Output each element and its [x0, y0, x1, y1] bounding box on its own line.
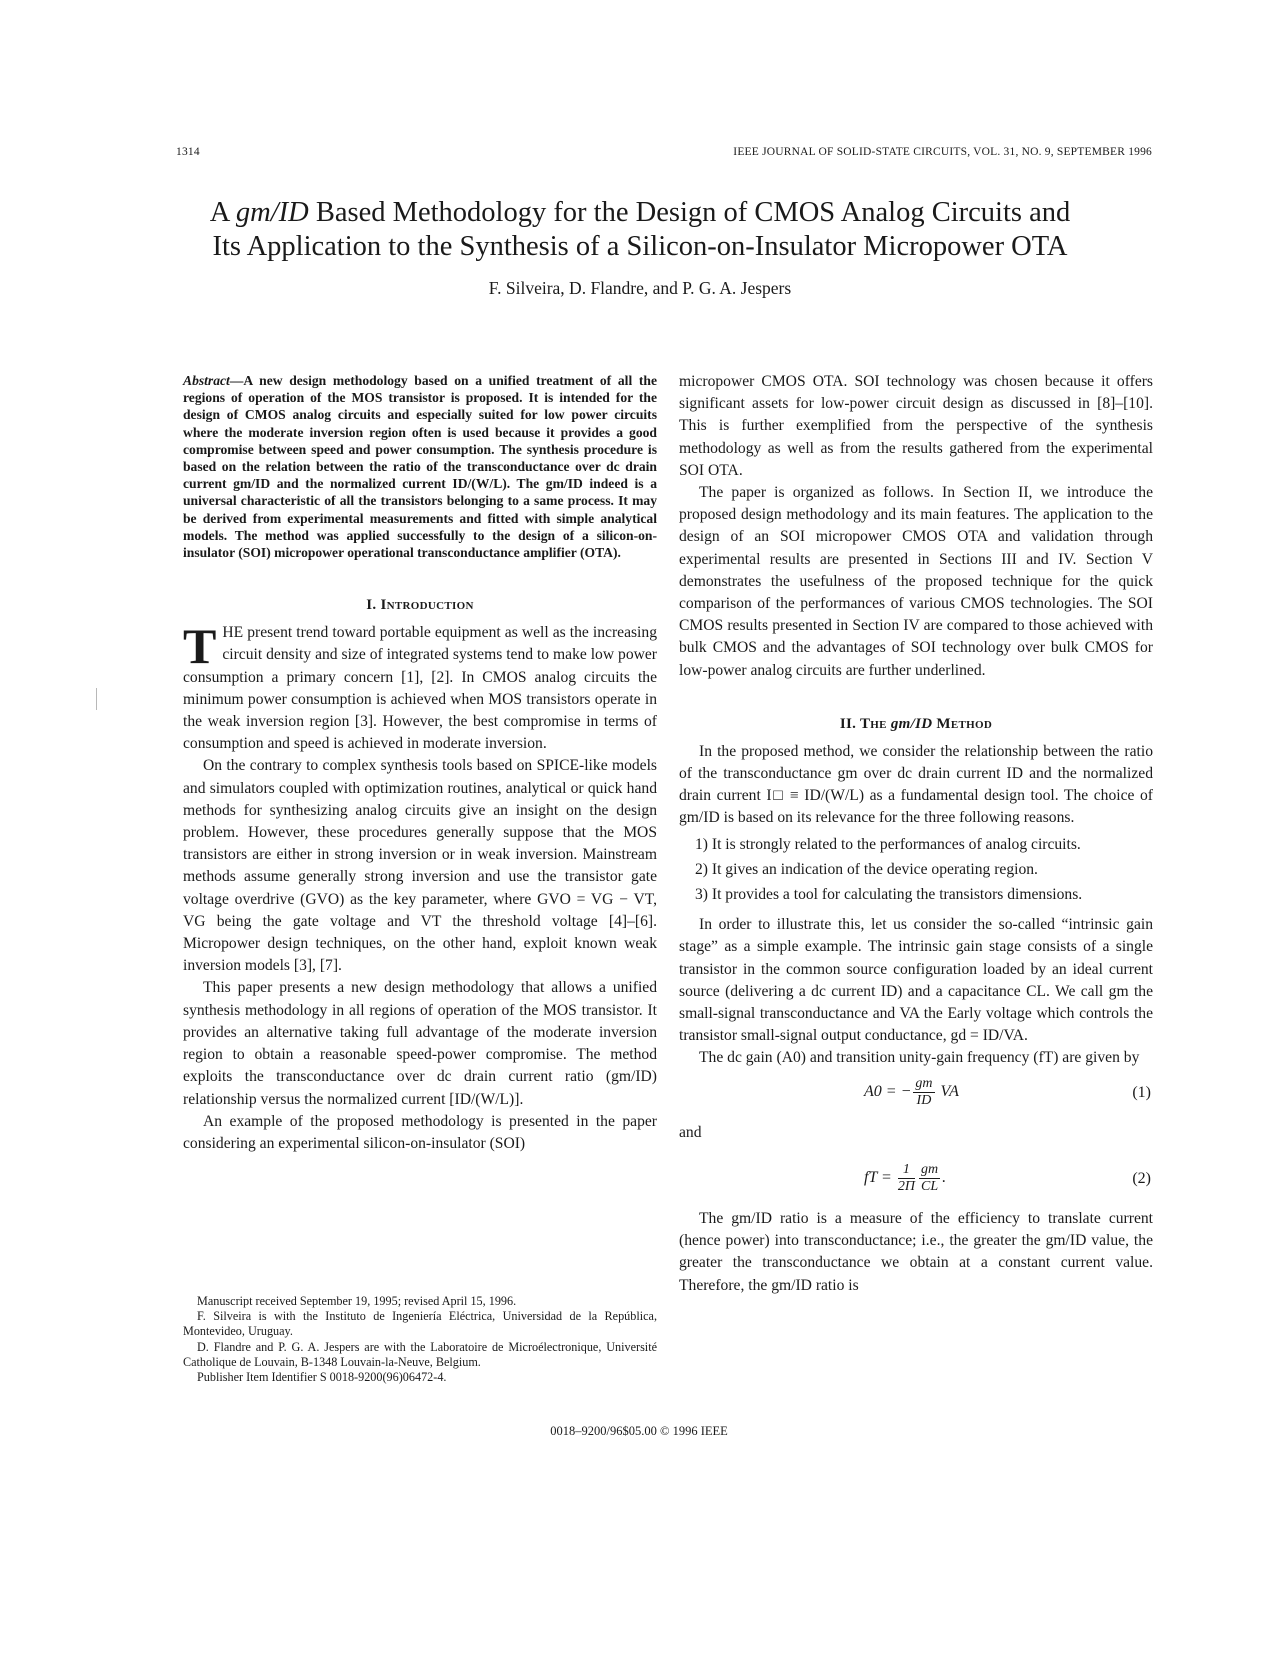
fraction: $\frac{gm}{CL}$	[920, 1161, 939, 1194]
right-paragraph-2: The paper is organized as follows. In Section II, we introduce the proposed design methodology and its main features. The application to the design of an SOI micropower CMOS OTA and validation through experimental results are presented in Sections III and IV. Section V demonstrates the usefulness of the proposed technique for the quick comparison of the performances of various CMOS technologies. The SOI CMOS results presented in Section IV are compared to those achieved with bulk CMOS and the advantages of SOI technology over bulk CMOS for low-power analog circuits are further underlined.	[679, 484, 1153, 679]
and-connector: and	[679, 1123, 702, 1141]
drop-cap: T	[183, 618, 217, 675]
page-number: 1314	[176, 146, 200, 158]
title-line1: A gm/ID Based Methodology for the Design of CMOS Analog Circuits and	[209, 197, 1071, 228]
reasons-list	[679, 834, 1153, 907]
list-item: 3) It provides a tool for calculating the transistors dimensions.	[695, 886, 1083, 904]
running-head	[176, 146, 1152, 162]
intro-paragraph-3: This paper presents a new design methodology that allows a unified synthesis methodology in all regions of operation of the MOS transistor. It provides an alternative taking full advantage of the moderate inversion region to obtain a reasonable speed-power compromise. The method exploits the transconductance over dc drain current ratio (gm/ID) relationship versus the normalized current [ID/(W/L)].	[183, 979, 657, 1108]
journal-citation: IEEE JOURNAL OF SOLID-STATE CIRCUITS, VOL. 31, NO. 9, SEPTEMBER 1996	[733, 146, 1152, 158]
intro-paragraph-4: An example of the proposed methodology is presented in the paper considering an experimental silicon-on-insulator (SOI)	[183, 1112, 657, 1152]
section-heading-introduction: I. Introduction	[366, 597, 474, 614]
method-paragraph-4: The gm/ID ratio is a measure of the efficiency to translate current (hence power) into transconductance; i.e., the greater the gm/ID value, the greater the transconductance we obtain at a constant current value. Therefore, the gm/ID ratio is	[679, 1209, 1153, 1294]
right-paragraph-1: micropower CMOS OTA. SOI technology was chosen because it offers significant assets for low-power circuit design as discussed in [8]–[10]. This is further exemplified from the perspective of the synthesis methodology as well as from the results gathered from the experimental SOI OTA.	[679, 373, 1153, 479]
equation-1: A0 = − $\frac{gm}{ID}$ VA (1)	[864, 1075, 1151, 1108]
equation-number: (2)	[1132, 1169, 1151, 1187]
paper-title	[140, 196, 1140, 264]
footnote: Manuscript received September 19, 1995; revised April 15, 1996.	[197, 1294, 517, 1308]
equation-number: (1)	[1132, 1083, 1151, 1101]
copyright-footer: 0018–9200/96$05.00 © 1996 IEEE	[550, 1424, 728, 1438]
fraction: $\frac{gm}{ID}$	[915, 1075, 933, 1108]
title-line2: Its Application to the Synthesis of a Silicon-on-Insulator Micropower OTA	[212, 231, 1068, 262]
intro-paragraph-2: On the contrary to complex synthesis tools based on SPICE-like models and simulators coupled with optimization routines, analytical or quick hand methods for synthesizing analog circuits give an insight on the design problem. However, these procedures generally suppose that the MOS transistors are either in strong inversion or in weak inversion. Mainstream methods assume generally strong inversion and use the transistor gate voltage overdrive (GVO) as the key parameter, where GVO = VG − VT, VG being the gate voltage and VT the threshold voltage [4]–[6]. Micropower design techniques, on the other hand, exploit known weak inversion models [3], [7].	[183, 757, 657, 975]
method-paragraph-2: In order to illustrate this, let us consider the so-called “intrinsic gain stage” as a simple example. The intrinsic gain stage consists of a single transistor in the common source configuration loaded by an ideal current source (delivering a dc current ID) and a capacitance CL. We call gm the small-signal transconductance and VA the Early voltage which controls the transistor small-signal output conductance, gd = ID/VA.	[679, 916, 1153, 1045]
abstract-label: Abstract—	[183, 373, 244, 388]
abstract	[183, 372, 657, 561]
equation-2: fT = $\frac{1}{2\Pi}$ $\frac{gm}{CL}$ . (2)	[864, 1161, 1151, 1194]
intro-paragraph-1: THE present trend toward portable equipment as well as the increasing circuit density and size of integrated systems tend to make low power consumption a primary concern [1], [2]. In CMOS analog circuits the minimum power consumption is achieved when MOS transistors operate in the weak inversion region [3]. However, the best compromise in terms of consumption and speed is achieved in moderate inversion.	[183, 618, 657, 753]
method-paragraph-1: In the proposed method, we consider the relationship between the ratio of the transconductance gm over dc drain current ID and the normalized drain current I□ ≡ ID/(W/L) as a fundamental design tool. The choice of gm/ID is based on its relevance for the three following reasons.	[679, 742, 1153, 827]
footnote: Publisher Item Identifier S 0018-9200(96)06472-4.	[197, 1370, 447, 1385]
footnotes	[183, 1294, 657, 1385]
footnote: D. Flandre and P. G. A. Jespers are with the Laboratoire de Microélectronique, Université Catholique de Louvain, B-1348 Louvain-la-Neuve, Belgium.	[183, 1339, 657, 1369]
list-item: 1) It is strongly related to the performances of analog circuits.	[695, 835, 1081, 853]
title-math: gm/ID	[235, 197, 309, 228]
scan-artifact	[96, 688, 97, 710]
fraction: $\frac{1}{2\Pi}$	[897, 1161, 915, 1194]
right-column	[679, 371, 1153, 1297]
footnote: F. Silveira is with the Instituto de Ingeniería Eléctrica, Universidad de la República, Montevideo, Uruguay.	[183, 1309, 657, 1339]
list-item: 2) It gives an indication of the device operating region.	[695, 860, 1038, 878]
section-heading-method: II. The gm/ID Method	[839, 715, 993, 732]
authors: F. Silveira, D. Flandre, and P. G. A. Jespers	[488, 278, 792, 298]
abstract-text: A new design methodology based on a unified treatment of all the regions of operation of the MOS transistor is proposed. It is intended for the design of CMOS analog circuits and especially suited for low power circuits where the moderate inversion region often is used because it provides a good compromise between speed and power consumption. The synthesis procedure is based on the relation between the ratio of the transconductance over dc drain current gm/ID and the normalized current ID/(W/L). The gm/ID indeed is a universal characteristic of all the transistors belonging to a same process. It may be derived from experimental measurements and fitted with simple analytical models. The method was applied successfully to the design of a silicon-on-insulator (SOI) micropower operational transconductance amplifier (OTA).	[183, 373, 657, 561]
left-column	[183, 372, 657, 1155]
method-paragraph-3: The dc gain (A0) and transition unity-gain frequency (fT) are given by	[699, 1049, 1140, 1067]
